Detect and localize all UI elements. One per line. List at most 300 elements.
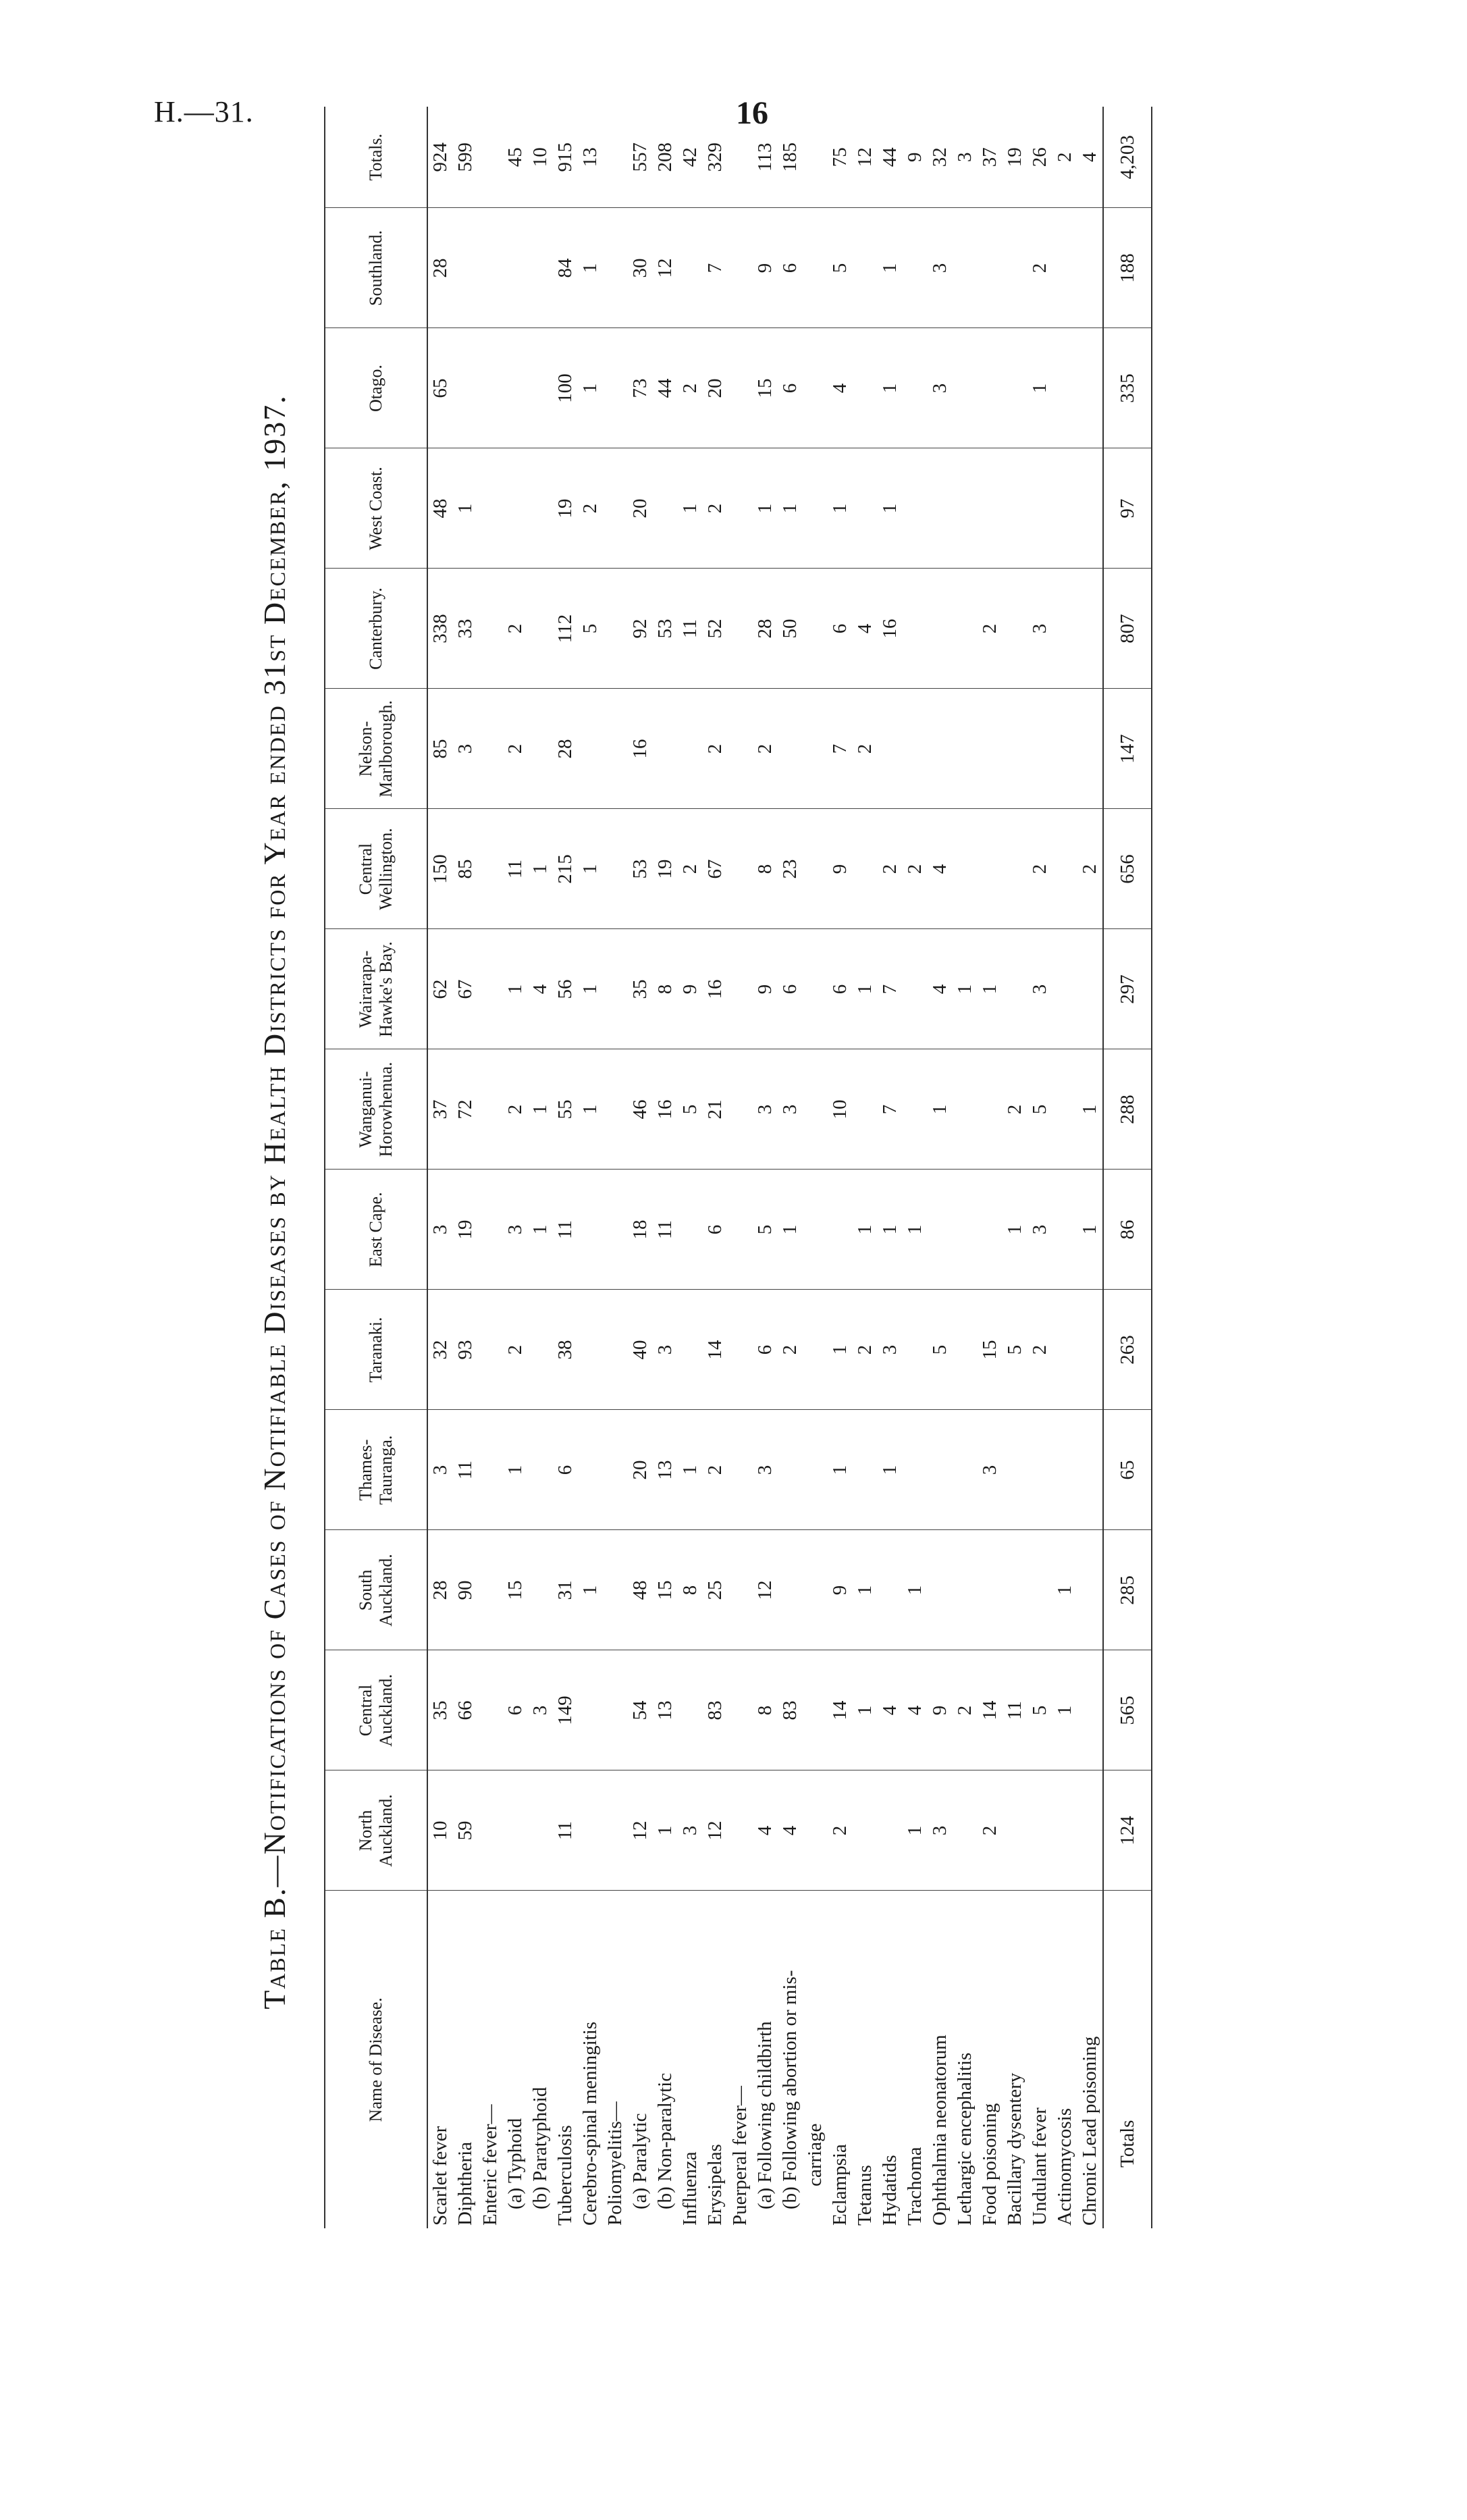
table-cell: 28 (427, 1530, 453, 1650)
table-cell (828, 1170, 853, 1290)
table-cell: 19 (1003, 107, 1028, 208)
table-cell: 93 (453, 1290, 478, 1410)
table-cell (903, 1049, 928, 1170)
table-cell: 599 (453, 107, 478, 208)
disease-name: (b) Non-paralytic (654, 2072, 676, 2209)
table-cell (978, 208, 1003, 328)
table-cell (853, 1410, 878, 1530)
table-cell: 2 (903, 809, 928, 929)
table-cell: 1 (1052, 1650, 1077, 1770)
table-cell: 8 (678, 1530, 703, 1650)
table-cell (603, 1049, 628, 1170)
table-cell (803, 1650, 828, 1770)
totals-cell: 97 (1103, 448, 1152, 569)
table-cell (603, 107, 628, 208)
disease-name: Undulant fever (1029, 2107, 1050, 2226)
table-cell: 2 (503, 569, 528, 689)
table-cell: 6 (828, 929, 853, 1049)
table-cell: 42 (678, 107, 703, 208)
table-cell (903, 448, 928, 569)
table-cell: 2 (503, 1049, 528, 1170)
table-cell (603, 809, 628, 929)
table-cell: 20 (628, 448, 653, 569)
totals-cell: 188 (1103, 208, 1152, 328)
table-cell (853, 328, 878, 448)
table-cell: 26 (1028, 107, 1052, 208)
table-cell: 2 (1052, 107, 1077, 208)
table-cell (978, 328, 1003, 448)
disease-name: Scarlet fever (429, 2126, 451, 2226)
table-cell (728, 328, 753, 448)
table-cell (1003, 929, 1028, 1049)
disease-name: (b) Paratyphoid (529, 2086, 551, 2209)
table-cell (953, 809, 978, 929)
table-cell: 3 (778, 1049, 803, 1170)
table-header-row (325, 107, 427, 2228)
table-cell: 4 (928, 809, 953, 929)
table-cell: 3 (427, 1410, 453, 1530)
table-cell: 28 (553, 689, 578, 809)
disease-name: (a) Paralytic (629, 2113, 651, 2209)
table-cell (903, 1410, 928, 1530)
table-cell: 2 (978, 569, 1003, 689)
table-cell (1028, 1530, 1052, 1650)
table-row (753, 107, 778, 2228)
table-cell: 12 (653, 208, 678, 328)
column-header: Central Wellington. (325, 809, 427, 929)
table-cell (903, 569, 928, 689)
table-cell: 4 (928, 929, 953, 1049)
table-cell (1003, 448, 1028, 569)
table-cell (803, 448, 828, 569)
table-cell (603, 328, 628, 448)
table-cell: 7 (703, 208, 728, 328)
column-header: Wairarapa-Hawke's Bay. (325, 929, 427, 1049)
table-cell: 1 (578, 929, 603, 1049)
table-cell: 3 (928, 328, 953, 448)
table-cell (853, 448, 878, 569)
table-cell (503, 1770, 528, 1891)
disease-name: Puerperal fever— (729, 2086, 751, 2226)
table-cell: 1 (853, 1530, 878, 1650)
column-header: West Coast. (325, 448, 427, 569)
table-cell: 4 (778, 1770, 803, 1891)
table-cell: 557 (628, 107, 653, 208)
table-cell (678, 1290, 703, 1410)
table-cell: 3 (1028, 1170, 1052, 1290)
table-cell (528, 328, 553, 448)
column-header: Nelson-Marlborough. (325, 689, 427, 809)
table-cell (1028, 689, 1052, 809)
table-cell (603, 1290, 628, 1410)
table-cell (928, 689, 953, 809)
table-cell: 2 (703, 448, 728, 569)
table-cell: 3 (928, 1770, 953, 1891)
table-cell: 2 (853, 1290, 878, 1410)
table-cell: 4 (828, 328, 853, 448)
column-header: South Auckland. (325, 1530, 427, 1650)
table-cell: 44 (878, 107, 903, 208)
table-cell (528, 1410, 553, 1530)
table-cell (603, 1410, 628, 1530)
table-cell (603, 1770, 628, 1891)
table-cell: 14 (978, 1650, 1003, 1770)
table-cell (1052, 689, 1077, 809)
column-header: Name of Disease. (325, 1891, 427, 2228)
table-cell: 11 (503, 809, 528, 929)
table-cell: 21 (703, 1049, 728, 1170)
totals-cell: 656 (1103, 809, 1152, 929)
table-cell: 3 (503, 1170, 528, 1290)
column-header: Wanganui-Horowhenua. (325, 1049, 427, 1170)
table-cell: 5 (678, 1049, 703, 1170)
table-cell: 1 (578, 809, 603, 929)
totals-cell: 4,203 (1103, 107, 1152, 208)
disease-name: Food poisoning (979, 2103, 1001, 2226)
disease-name: Enteric fever— (479, 2104, 501, 2226)
table-cell: 1 (1003, 1170, 1028, 1290)
table-cell: 1 (828, 1410, 853, 1530)
table-row (1077, 107, 1103, 2228)
table-cell: 9 (753, 929, 778, 1049)
table-cell: 32 (427, 1290, 453, 1410)
table-cell (778, 1530, 803, 1650)
table-cell: 2 (1003, 1049, 1028, 1170)
table-cell (528, 208, 553, 328)
disease-name: Lethargic encephalitis (954, 2052, 976, 2226)
disease-name: Bacillary dysentery (1004, 2072, 1025, 2226)
table-cell: 1 (903, 1770, 928, 1891)
table-cell: 12 (753, 1530, 778, 1650)
table-cell: 1 (878, 448, 903, 569)
table-cell (478, 1170, 503, 1290)
table-cell: 1 (503, 929, 528, 1049)
table-cell: 15 (653, 1530, 678, 1650)
page-reference: H.—31. (154, 95, 254, 128)
table-row (603, 107, 628, 2228)
table-cell: 85 (427, 689, 453, 809)
table-cell: 2 (953, 1650, 978, 1770)
table-cell: 19 (453, 1170, 478, 1290)
table-cell (1077, 569, 1103, 689)
table-cell: 85 (453, 809, 478, 929)
table-cell: 14 (828, 1650, 853, 1770)
table-cell (1003, 1770, 1028, 1891)
table-cell: 72 (453, 1049, 478, 1170)
table-cell: 4 (1077, 107, 1103, 208)
table-cell (578, 689, 603, 809)
table-cell: 2 (678, 328, 703, 448)
column-header: Taranaki. (325, 1290, 427, 1410)
table-cell (903, 929, 928, 1049)
table-row (728, 107, 753, 2228)
table-cell: 20 (628, 1410, 653, 1530)
table-cell: 3 (978, 1410, 1003, 1530)
table-cell: 28 (753, 569, 778, 689)
table-cell (978, 809, 1003, 929)
table-cell (803, 1770, 828, 1891)
table-cell: 92 (628, 569, 653, 689)
table-cell (953, 1290, 978, 1410)
table-row (503, 107, 528, 2228)
table-cell: 5 (578, 569, 603, 689)
table-cell: 9 (903, 107, 928, 208)
table-cell: 2 (578, 448, 603, 569)
table-cell: 73 (628, 328, 653, 448)
table-cell (478, 1049, 503, 1170)
table-cell: 149 (553, 1650, 578, 1770)
table-cell (853, 1770, 878, 1891)
table-cell: 2 (1028, 1290, 1052, 1410)
table-cell (1077, 1770, 1103, 1891)
table-cell: 48 (427, 448, 453, 569)
table-cell: 1 (578, 328, 603, 448)
table-cell (478, 1530, 503, 1650)
table-cell (1052, 328, 1077, 448)
table-row (803, 107, 828, 2228)
table-row (478, 107, 503, 2228)
table-cell: 1 (778, 448, 803, 569)
table-cell (1028, 1410, 1052, 1530)
table-cell (903, 328, 928, 448)
table-cell (1077, 328, 1103, 448)
table-cell: 83 (703, 1650, 728, 1770)
table-cell: 5 (1028, 1049, 1052, 1170)
table-cell (878, 1530, 903, 1650)
table-cell (928, 448, 953, 569)
table-cell: 1 (828, 1290, 853, 1410)
table-cell (1003, 569, 1028, 689)
table-cell (953, 689, 978, 809)
table-cell: 9 (828, 809, 853, 929)
disease-name: Influenza (679, 2151, 701, 2226)
table-cell (578, 1170, 603, 1290)
table-cell (1077, 1290, 1103, 1410)
table-cell: 66 (453, 1650, 478, 1770)
table-cell: 150 (427, 809, 453, 929)
table-cell: 4 (528, 929, 553, 1049)
table-cell (728, 208, 753, 328)
table-cell (803, 569, 828, 689)
table-cell: 55 (553, 1049, 578, 1170)
table-cell (1052, 1290, 1077, 1410)
table-cell: 1 (578, 1049, 603, 1170)
table-row (903, 107, 928, 2228)
table-cell: 6 (828, 569, 853, 689)
table-row (578, 107, 603, 2228)
table-cell: 1 (928, 1049, 953, 1170)
table-cell (478, 1650, 503, 1770)
table-cell: 2 (878, 809, 903, 929)
table-cell: 112 (553, 569, 578, 689)
table-cell: 1 (528, 809, 553, 929)
table-cell (503, 328, 528, 448)
table-cell (728, 448, 753, 569)
table-cell: 1 (678, 448, 703, 569)
table-cell (578, 1650, 603, 1770)
table-cell: 3 (427, 1170, 453, 1290)
table-row (427, 107, 453, 2228)
table-cell (528, 1530, 553, 1650)
table-cell: 1 (1077, 1170, 1103, 1290)
table-cell (1003, 208, 1028, 328)
disease-name: Cerebro-spinal meningitis (579, 2021, 601, 2226)
table-row (928, 107, 953, 2228)
table-cell (953, 1170, 978, 1290)
table-cell (603, 929, 628, 1049)
table-row (1003, 107, 1028, 2228)
table-cell: 215 (553, 809, 578, 929)
table-cell: 2 (753, 689, 778, 809)
table-cell (478, 448, 503, 569)
disease-name: (a) Typhoid (504, 2118, 526, 2209)
table-cell: 12 (853, 107, 878, 208)
table-cell: 16 (878, 569, 903, 689)
table-cell: 3 (653, 1290, 678, 1410)
table-cell: 11 (653, 1170, 678, 1290)
table-cell (1003, 1530, 1028, 1650)
table-cell: 1 (853, 929, 878, 1049)
table-cell (728, 107, 753, 208)
table-row (978, 107, 1003, 2228)
table-row (653, 107, 678, 2228)
table-cell: 38 (553, 1290, 578, 1410)
table-cell (953, 1410, 978, 1530)
table-cell (778, 689, 803, 809)
totals-cell: 124 (1103, 1770, 1152, 1891)
table-cell: 40 (628, 1290, 653, 1410)
table-cell: 11 (678, 569, 703, 689)
table-cell: 15 (503, 1530, 528, 1650)
table-cell: 1 (453, 448, 478, 569)
table-cell: 338 (427, 569, 453, 689)
table-row (878, 107, 903, 2228)
table-cell: 3 (753, 1410, 778, 1530)
table-cell (478, 689, 503, 809)
table-cell: 3 (453, 689, 478, 809)
table-cell: 13 (653, 1410, 678, 1530)
table-cell (728, 809, 753, 929)
table-cell: 11 (453, 1410, 478, 1530)
totals-cell: 288 (1103, 1049, 1152, 1170)
table-cell (1028, 448, 1052, 569)
table-cell (603, 569, 628, 689)
table-cell (1052, 929, 1077, 1049)
table-cell (528, 1770, 553, 1891)
table-cell: 6 (778, 208, 803, 328)
table-cell (803, 809, 828, 929)
table-cell (528, 448, 553, 569)
column-header: Thames-Tauranga. (325, 1410, 427, 1530)
table-cell (728, 569, 753, 689)
notifications-table (324, 107, 1152, 2228)
table-cell (528, 1290, 553, 1410)
table-cell (1052, 1170, 1077, 1290)
table-cell: 9 (928, 1650, 953, 1770)
table-cell: 31 (553, 1530, 578, 1650)
table-cell (953, 1530, 978, 1650)
table-cell (928, 569, 953, 689)
disease-name: Tetanus (854, 2165, 876, 2226)
table-cell: 23 (778, 809, 803, 929)
totals-cell: 86 (1103, 1170, 1152, 1290)
table-cell: 2 (503, 1290, 528, 1410)
table-cell (803, 1049, 828, 1170)
table-cell: 4 (903, 1650, 928, 1770)
table-cell (578, 1410, 603, 1530)
table-cell: 924 (427, 107, 453, 208)
column-header: Otago. (325, 328, 427, 448)
table-cell: 65 (427, 328, 453, 448)
table-cell (803, 1170, 828, 1290)
table-cell: 10 (427, 1770, 453, 1891)
table-cell: 2 (978, 1770, 1003, 1891)
table-cell (778, 1410, 803, 1530)
table-cell (603, 1530, 628, 1650)
totals-cell: 285 (1103, 1530, 1152, 1650)
table-cell: 2 (503, 689, 528, 809)
table-cell: 67 (453, 929, 478, 1049)
disease-name: Hydatids (879, 2155, 901, 2226)
table-cell: 16 (653, 1049, 678, 1170)
table-cell (453, 328, 478, 448)
table-cell (953, 328, 978, 448)
table-cell (928, 1170, 953, 1290)
table-cell: 1 (503, 1410, 528, 1530)
table-cell: 3 (1028, 929, 1052, 1049)
table-cell (803, 107, 828, 208)
table-cell (503, 448, 528, 569)
table-cell: 28 (427, 208, 453, 328)
table-row (628, 107, 653, 2228)
table-cell: 3 (928, 208, 953, 328)
table-cell: 1 (978, 929, 1003, 1049)
table-cell: 33 (453, 569, 478, 689)
table-cell: 6 (503, 1650, 528, 1770)
table-cell: 7 (878, 1049, 903, 1170)
table-cell: 1 (1052, 1530, 1077, 1650)
table-cell: 25 (703, 1530, 728, 1650)
table-cell (1077, 1530, 1103, 1650)
table-cell: 3 (878, 1290, 903, 1410)
table-cell: 35 (427, 1650, 453, 1770)
table-cell: 6 (778, 929, 803, 1049)
table-cell (1028, 1770, 1052, 1891)
table-cell (878, 1770, 903, 1891)
table-cell (478, 208, 503, 328)
table-cell (578, 1770, 603, 1891)
table-cell: 12 (628, 1770, 653, 1891)
table-cell: 6 (753, 1290, 778, 1410)
table-cell: 13 (653, 1650, 678, 1770)
table-cell (1052, 1410, 1077, 1530)
table-cell: 1 (528, 1049, 553, 1170)
table-cell: 13 (578, 107, 603, 208)
table-cell: 7 (828, 689, 853, 809)
disease-name: Chronic Lead poisoning (1079, 2036, 1100, 2226)
table-cell: 1 (878, 208, 903, 328)
table-cell: 11 (553, 1170, 578, 1290)
table-cell (578, 1290, 603, 1410)
table-cell (803, 1410, 828, 1530)
table-cell: 208 (653, 107, 678, 208)
disease-name: Poliomyelitis— (604, 2101, 626, 2226)
table-cell (728, 1650, 753, 1770)
table-cell (803, 689, 828, 809)
table-cell (803, 1290, 828, 1410)
table-cell: 1 (528, 1170, 553, 1290)
table-cell: 10 (828, 1049, 853, 1170)
